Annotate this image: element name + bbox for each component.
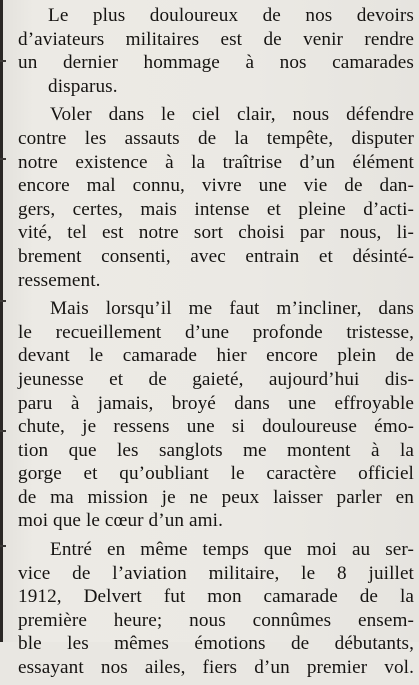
text-line: Entré en même temps que moi au ser- — [50, 539, 414, 561]
text-line: brement consenti, avec entrain et désinté- — [18, 245, 414, 267]
text-line: première heure; nous connûmes ensem- — [18, 609, 414, 631]
article-column — [18, 4, 414, 685]
text-line: d’aviateurs militaires est de venir rendre — [18, 28, 414, 50]
paragraph-1 — [18, 4, 414, 98]
text-line: essayant nos ailes, fiers d’un premier vol. — [18, 657, 414, 679]
text-line: encore mal connu, vivre une vie de dan- — [18, 175, 414, 197]
text-line: chute, je ressens une si douloureuse émo- — [18, 416, 414, 438]
text-line: Le plus douloureux de nos devoirs — [48, 5, 414, 26]
text-line: de ma mission je ne peux laisser parler en — [18, 486, 414, 508]
text-line: jeunesse et de gaieté, aujourd’hui dis- — [18, 368, 414, 390]
text-line: disparus. — [48, 75, 118, 97]
text-line: ble les mêmes émotions de débutants, — [18, 633, 414, 655]
text-line: moi que le cœur d’un ami. — [18, 510, 223, 532]
text-line: vité, tel est notre sort choisi par nous, li- — [18, 222, 414, 244]
paragraph-2 — [18, 103, 414, 292]
text-line: ressement. — [18, 269, 101, 291]
text-line: notre existence à la traîtrise d’un élément — [18, 151, 414, 173]
text-line: gorge et qu’oubliant le caractère officiel — [18, 463, 414, 485]
text-line: Mais lorsqu’il me faut m’incliner, dans — [50, 298, 414, 320]
text-line: le recueillement d’une profonde tristesse, — [18, 321, 414, 343]
text-line: 1912, Delvert fut mon camarade de la — [18, 586, 414, 608]
text-line: tion que les sanglots me montent à la — [18, 439, 414, 461]
text-line: Voler dans le ciel clair, nous défendre — [50, 104, 414, 126]
text-line: gers, certes, mais intense et pleine d’acti- — [18, 198, 414, 220]
adjacent-column-edge — [0, 40, 8, 600]
text-line: devant le camarade hier encore plein de — [18, 345, 414, 367]
text-line: contre les assauts de la tempête, disputer — [18, 127, 414, 149]
paragraph-4 — [18, 538, 414, 680]
paragraph-3 — [18, 297, 414, 533]
text-line: vice de l’aviation militaire, le 8 juillet — [18, 562, 414, 584]
text-line: paru à jamais, broyé dans une effroyable — [18, 392, 414, 414]
text-line: un dernier hommage à nos camarades — [18, 52, 414, 74]
